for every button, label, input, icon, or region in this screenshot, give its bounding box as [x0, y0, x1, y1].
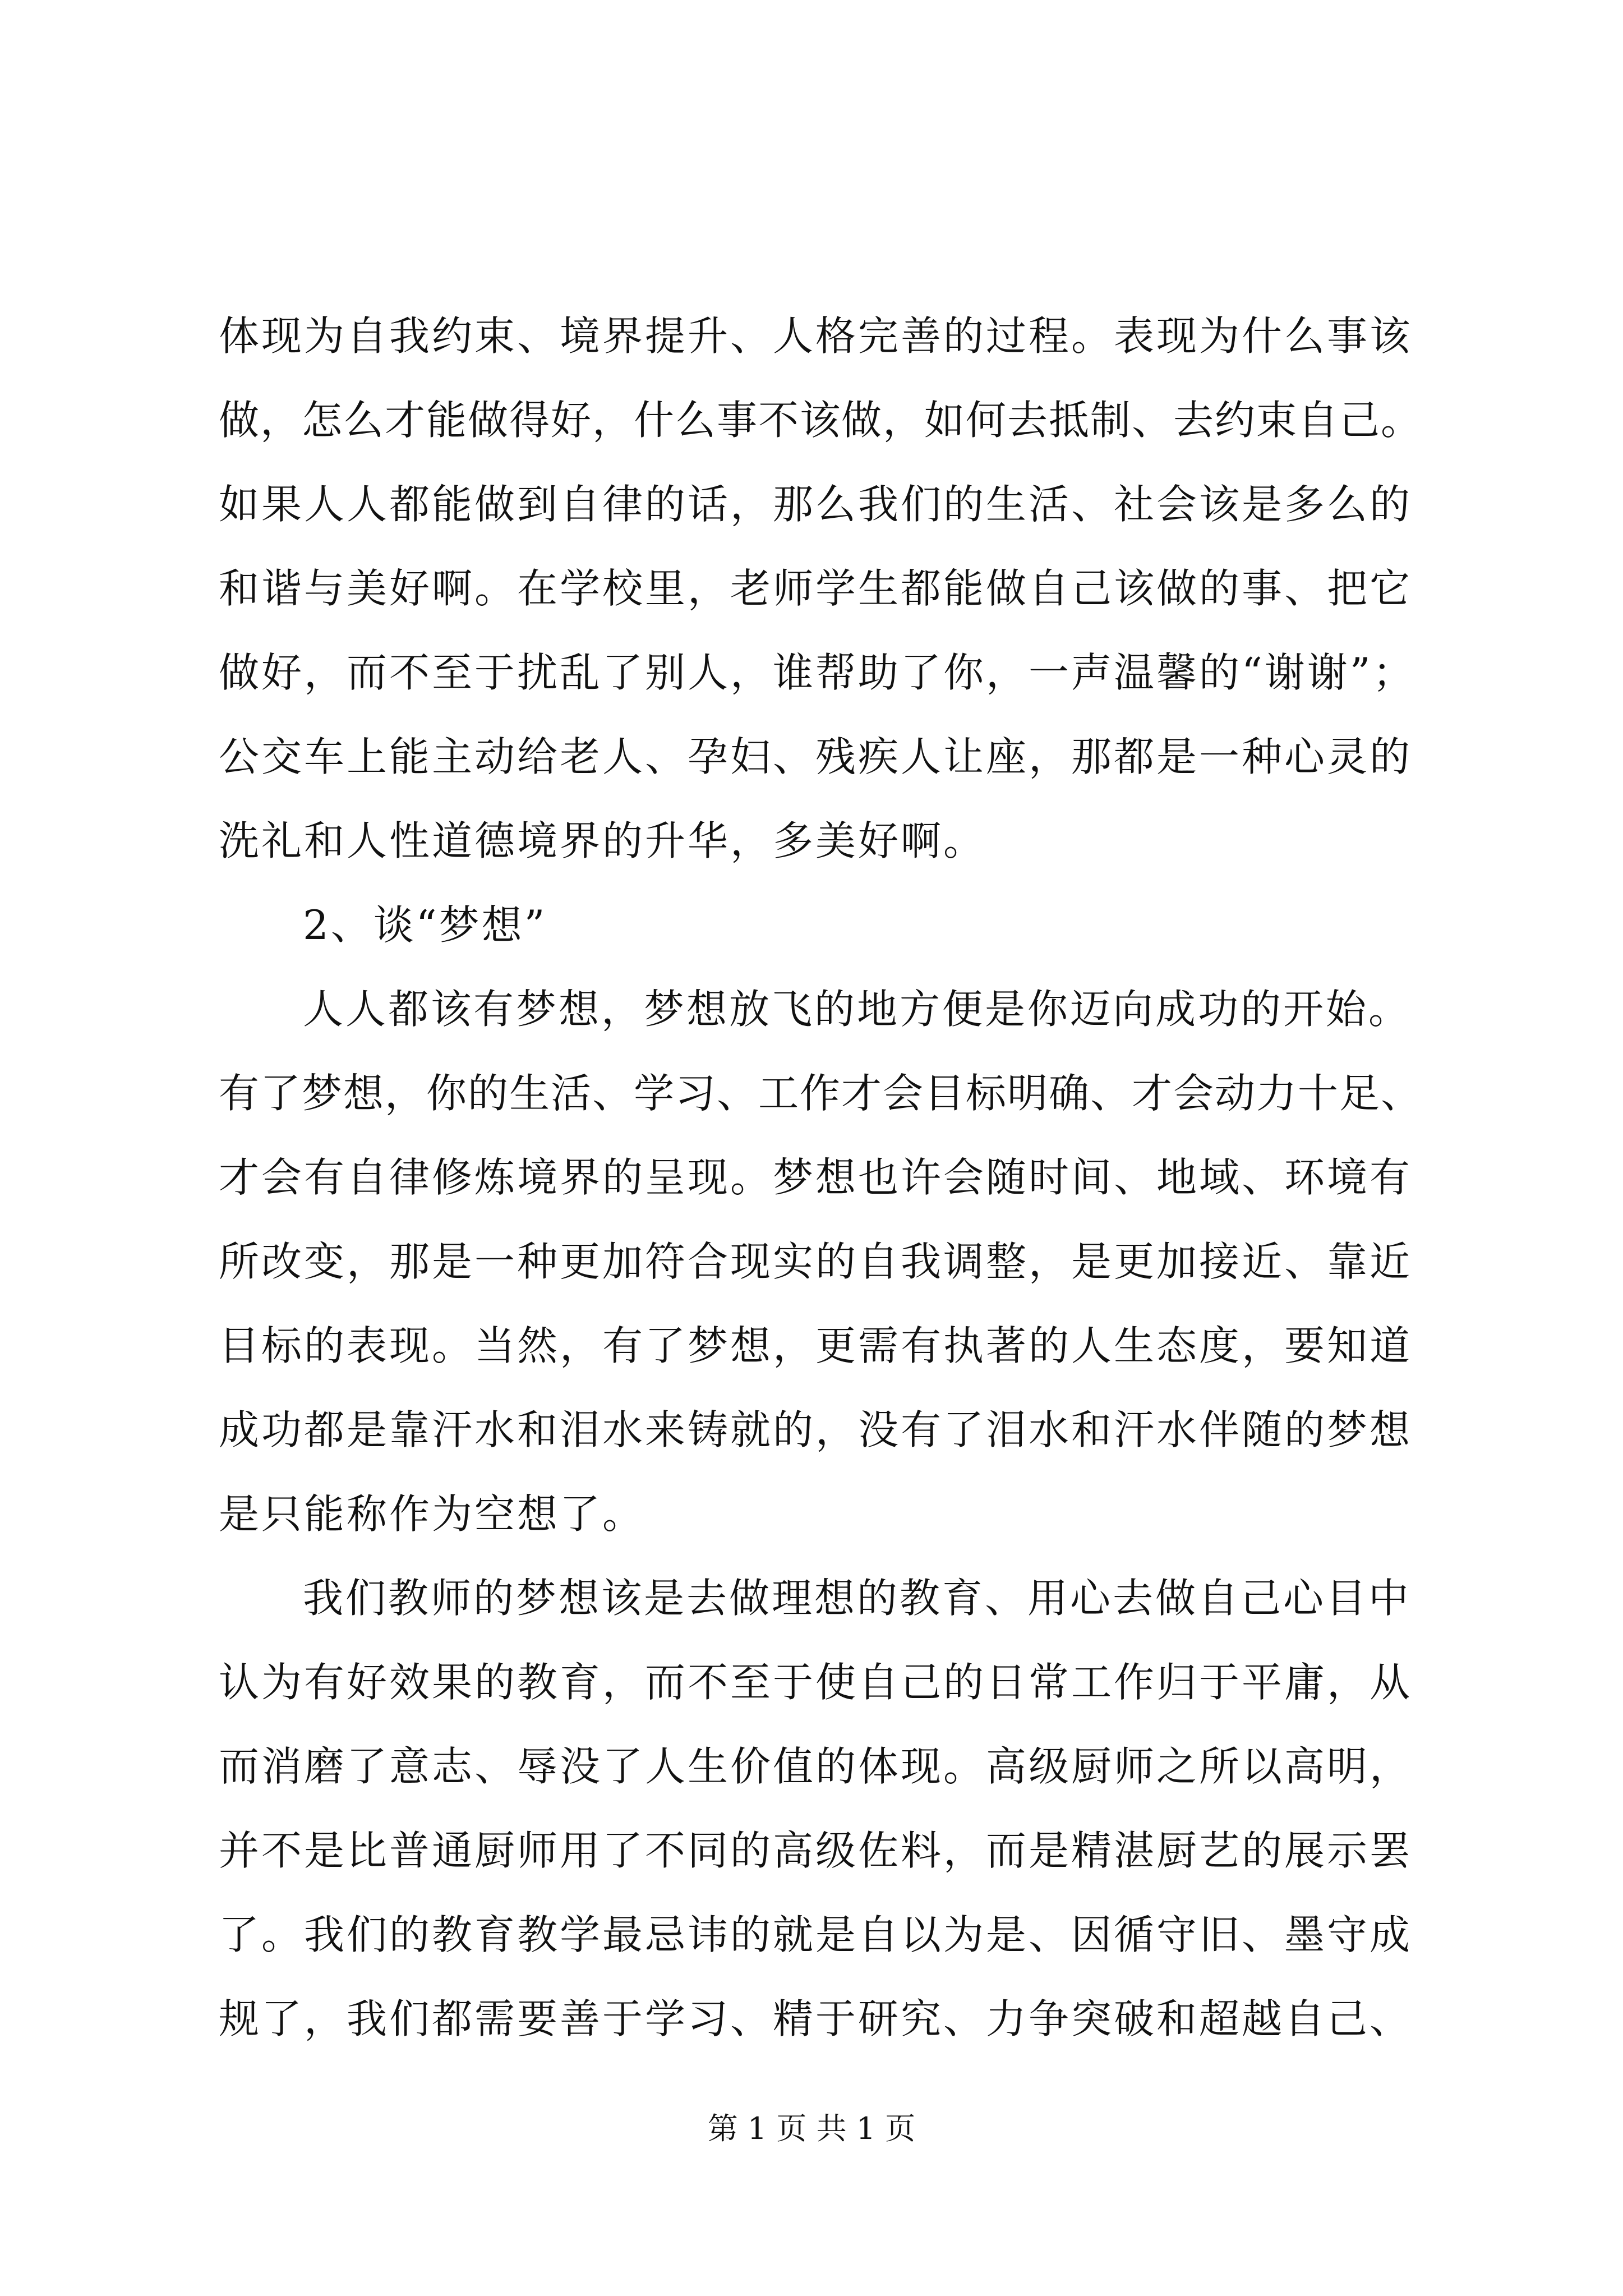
text-line: 公交车上能主动给老人、孕妇、残疾人让座，那都是一种心灵的: [219, 733, 1413, 780]
text-line: 做好，而不至于扰乱了别人，谁帮助了你，一声温馨的“谢谢”；: [219, 649, 1415, 696]
text-line: 成功都是靠汗水和泪水来铸就的，没有了泪水和汗水伴随的梦想: [219, 1406, 1413, 1453]
text-line: 才会有自律修炼境界的呈现。梦想也许会随时间、地域、环境有: [219, 1154, 1413, 1201]
text-line: 人人都该有梦想，梦想放飞的地方便是你迈向成功的开始。: [303, 986, 1412, 1033]
text-line: 目标的表现。当然，有了梦想，更需有执著的人生态度，要知道: [219, 1322, 1413, 1369]
text-line: 是只能称作为空想了。: [219, 1490, 645, 1538]
text-line: 洗礼和人性道德境界的升华，多美好啊。: [219, 817, 986, 864]
text-line: 我们教师的梦想该是去做理想的教育、用心去做自己心目中: [303, 1575, 1412, 1622]
text-line: 并不是比普通厨师用了不同的高级佐料，而是精湛厨艺的展示罢: [219, 1827, 1413, 1874]
text-line: 2、谈“梦想”: [303, 901, 547, 949]
document-body: [219, 294, 1424, 2061]
text-line: 规了，我们都需要善于学习、精于研究、力争突破和超越自己、: [219, 1995, 1413, 2042]
text-line: 和谐与美好啊。在学校里，老师学生都能做自己该做的事、把它: [219, 565, 1413, 612]
text-line: 做，怎么才能做得好，什么事不该做，如何去抵制、去约束自己。: [219, 397, 1423, 444]
text-line: 体现为自我约束、境界提升、人格完善的过程。表现为什么事该: [219, 312, 1413, 360]
text-line: 如果人人都能做到自律的话，那么我们的生活、社会该是多么的: [219, 481, 1413, 528]
text-line: 了。我们的教育教学最忌讳的就是自以为是、因循守旧、墨守成: [219, 1911, 1413, 1958]
text-line: 有了梦想，你的生活、学习、工作才会目标明确、才会动力十足、: [219, 1070, 1423, 1117]
text-line: 所改变，那是一种更加符合现实的自我调整，是更加接近、靠近: [219, 1238, 1413, 1285]
text-line: 认为有好效果的教育，而不至于使自己的日常工作归于平庸，从: [219, 1659, 1413, 1706]
page-footer: 第 1 页 共 1 页: [707, 2111, 916, 2146]
text-line: 而消磨了意志、辱没了人生价值的体现。高级厨师之所以高明，: [219, 1743, 1413, 1790]
